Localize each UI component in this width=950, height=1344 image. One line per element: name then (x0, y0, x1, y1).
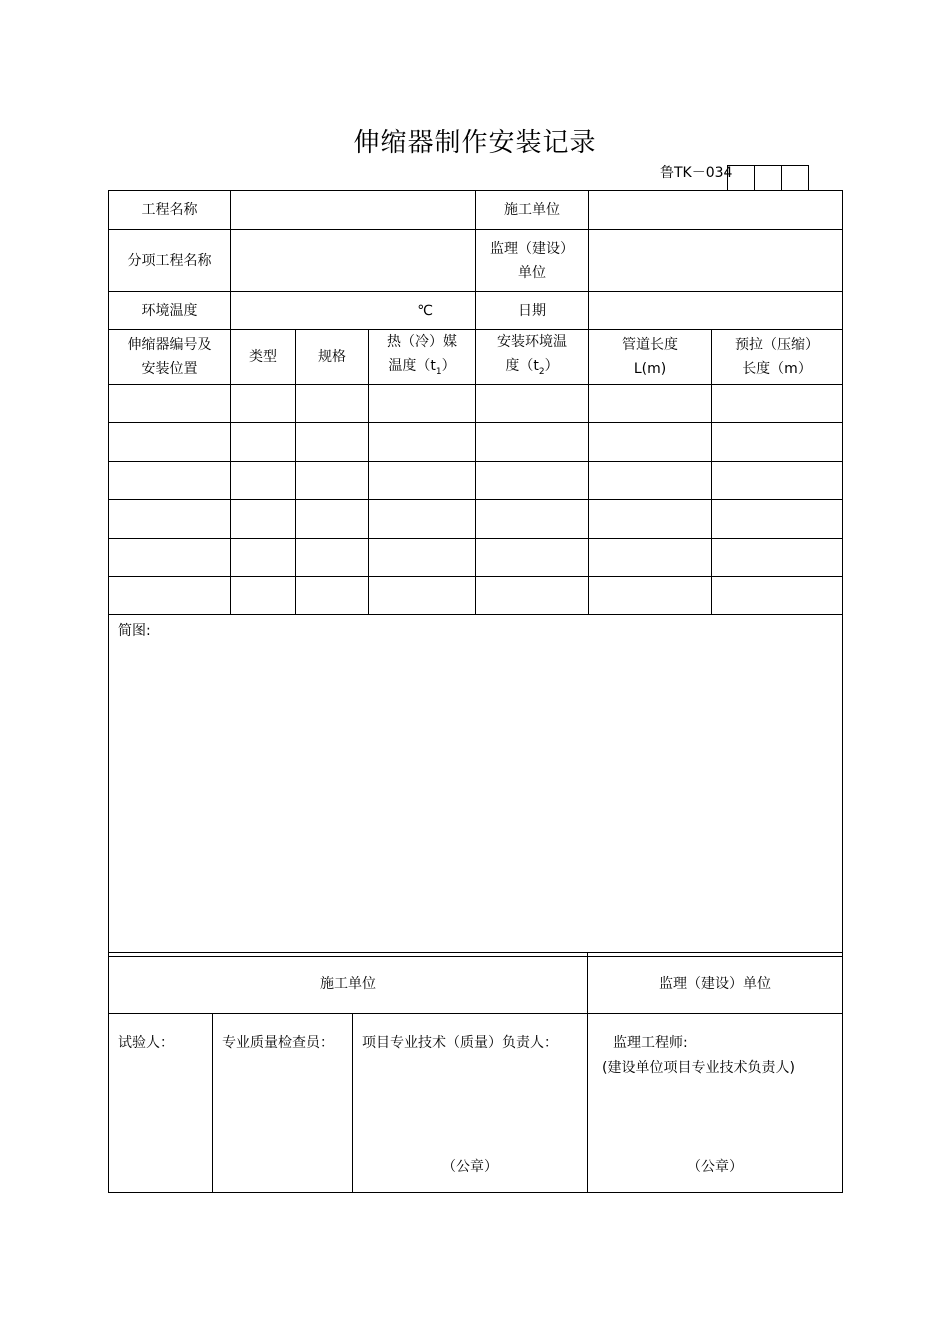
table-row (109, 384, 843, 422)
table-cell[interactable] (296, 384, 369, 422)
col-header-spec: 规格 (296, 330, 369, 385)
form-code-boxes (727, 165, 809, 191)
table-row (109, 422, 843, 461)
table-cell[interactable] (369, 384, 476, 422)
sub-project-name-label: 分项工程名称 (109, 230, 231, 292)
col-header-line: 伸缩器编号及 (127, 336, 212, 353)
col-header-pipe-length (589, 330, 712, 385)
table-cell[interactable] (231, 576, 296, 614)
table-cell[interactable] (476, 499, 589, 538)
subscript: 2 (538, 366, 545, 377)
sketch-label: 简图: (118, 622, 151, 639)
table-cell[interactable] (231, 384, 296, 422)
col-header-line: L(m) (633, 360, 667, 377)
table-cell[interactable] (369, 461, 476, 499)
table-cell[interactable] (712, 538, 843, 576)
table-cell[interactable] (589, 461, 712, 499)
table-cell[interactable] (109, 538, 231, 576)
construction-unit-label: 施工单位 (476, 191, 589, 230)
date-field[interactable] (589, 292, 843, 330)
table-cell[interactable] (296, 422, 369, 461)
table-cell[interactable] (109, 384, 231, 422)
table-cell[interactable] (231, 499, 296, 538)
tech-lead-signature-cell[interactable] (353, 1014, 588, 1193)
table-row (109, 576, 843, 614)
table-cell[interactable] (476, 461, 589, 499)
env-temp-field[interactable] (231, 292, 476, 330)
col-header-text: 度（t (505, 358, 539, 374)
project-name-field[interactable] (231, 191, 476, 230)
signature-table (108, 952, 843, 1193)
tester-signature-cell[interactable] (109, 1014, 213, 1193)
table-cell[interactable] (296, 538, 369, 576)
table-cell[interactable] (476, 538, 589, 576)
code-box[interactable] (728, 166, 755, 191)
sub-project-name-field[interactable] (231, 230, 476, 292)
col-header-type: 类型 (231, 330, 296, 385)
code-box[interactable] (755, 166, 782, 191)
col-header-install-temp (476, 330, 589, 385)
record-table (108, 190, 843, 957)
official-seal-label: （公章） (442, 1159, 498, 1175)
table-row (109, 499, 843, 538)
table-cell[interactable] (476, 384, 589, 422)
sign-supervision-unit: 监理（建设）单位 (588, 953, 843, 1014)
table-cell[interactable] (589, 384, 712, 422)
subscript: 1 (435, 366, 442, 377)
inspector-signature-cell[interactable] (213, 1014, 353, 1193)
table-row (109, 461, 843, 499)
form-code: 鲁TK－034 (660, 165, 733, 181)
date-label: 日期 (476, 292, 589, 330)
col-header-line: 热（冷）媒 (387, 334, 457, 350)
supervision-unit-label-line1: 监理（建设） (490, 240, 575, 257)
table-cell[interactable] (109, 576, 231, 614)
table-cell[interactable] (589, 422, 712, 461)
code-box[interactable] (782, 166, 809, 191)
official-seal-label: （公章） (687, 1159, 743, 1175)
table-cell[interactable] (109, 461, 231, 499)
col-header-line: 安装位置 (141, 360, 198, 377)
column-header-row (109, 330, 843, 385)
page-title: 伸缩器制作安装记录 (353, 128, 597, 158)
table-cell[interactable] (296, 499, 369, 538)
sign-construction-unit: 施工单位 (109, 953, 588, 1014)
col-header-text: 温度（t (388, 358, 436, 374)
supervisor-sublabel: (建设单位项目专业技术负责人) (602, 1060, 795, 1076)
col-header-line (369, 354, 475, 384)
table-cell[interactable] (109, 499, 231, 538)
col-header-text: ） (544, 358, 559, 374)
table-row (109, 538, 843, 576)
table-cell[interactable] (589, 499, 712, 538)
col-header-text: ） (441, 358, 456, 374)
table-cell[interactable] (369, 499, 476, 538)
inspector-label: 专业质量检查员： (222, 1035, 334, 1051)
col-header-line: 安装环境温 (497, 334, 568, 350)
table-cell[interactable] (231, 461, 296, 499)
table-cell[interactable] (231, 538, 296, 576)
col-header-line: 预拉（压缩） (735, 336, 820, 353)
table-cell[interactable] (712, 384, 843, 422)
col-header-medium-temp (369, 330, 476, 385)
table-cell[interactable] (712, 422, 843, 461)
env-temp-label: 环境温度 (109, 292, 231, 330)
table-cell[interactable] (369, 538, 476, 576)
table-cell[interactable] (369, 576, 476, 614)
table-cell[interactable] (589, 576, 712, 614)
construction-unit-field[interactable] (589, 191, 843, 230)
table-cell[interactable] (296, 461, 369, 499)
col-header-line: 长度（m） (742, 360, 812, 377)
project-name-label: 工程名称 (109, 191, 231, 230)
supervisor-signature-cell[interactable] (588, 1014, 843, 1193)
supervision-unit-label (476, 230, 589, 292)
supervision-unit-field[interactable] (589, 230, 843, 292)
sketch-area[interactable] (109, 614, 843, 956)
col-header-line: 管道长度 (622, 336, 679, 353)
table-cell[interactable] (296, 576, 369, 614)
table-cell[interactable] (109, 422, 231, 461)
table-cell[interactable] (476, 576, 589, 614)
col-header-line (476, 354, 588, 384)
table-cell[interactable] (589, 538, 712, 576)
table-cell[interactable] (712, 499, 843, 538)
supervisor-label: 监理工程师: (613, 1035, 688, 1051)
tech-lead-label: 项目专业技术（质量）负责人： (362, 1035, 558, 1051)
table-cell[interactable] (712, 576, 843, 614)
celsius-unit: ℃ (417, 302, 434, 319)
col-header-id-location (109, 330, 231, 385)
supervision-unit-label-line2: 单位 (518, 264, 547, 281)
table-cell[interactable] (369, 422, 476, 461)
table-cell[interactable] (231, 422, 296, 461)
tester-label: 试验人： (118, 1035, 174, 1051)
table-cell[interactable] (476, 422, 589, 461)
table-cell[interactable] (712, 461, 843, 499)
col-header-prestretch-length (712, 330, 843, 385)
